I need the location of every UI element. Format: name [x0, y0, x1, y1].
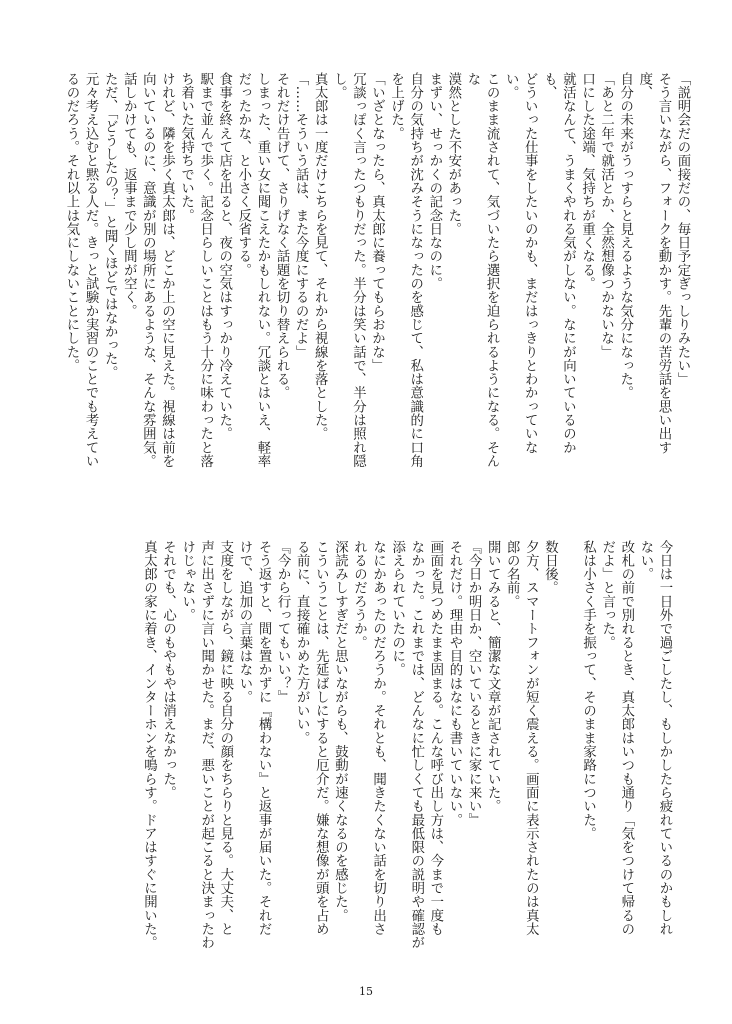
text-column: 画面を見つめたまま固まる。こんな呼び出し方は、今まで一度も	[427, 540, 443, 936]
text-column: 話しかけても、返事まで少し間が空く。	[121, 72, 137, 318]
text-column: 改札の前で別れるとき、真太郎はいつも通り「気をつけて帰るの	[618, 540, 634, 936]
text-column: 食事を終えて店を出ると、夜の空気はすっかり冷えていた。	[216, 72, 232, 441]
page-number: 15	[359, 985, 373, 998]
text-column: なにかあったのだろうか。それとも、聞きたくない話を切り出さ	[370, 540, 386, 936]
text-column: 今日は一日外で過ごしたし、もしかしたら疲れているのかもしれ	[657, 540, 672, 936]
text-column: 「説明会だの面接だの、毎日予定ぎっしりみたい」	[675, 72, 690, 386]
text-column: 就活なんて、うまくやれる気がしない。なにが向いているのかも、	[541, 72, 576, 455]
text-column: ただ、「どうしたの？」と聞くほどではなかった。	[102, 72, 118, 380]
text-column: それだけ。理由や目的はなにも書いていない。	[446, 540, 462, 827]
text-column: 「あと二年で就活とか、全然想像つかないな」	[598, 72, 614, 359]
text-column: 私は小さく手を振って、そのまま家路についた。	[580, 540, 596, 841]
text-column: ち着いた気持ちでいた。	[178, 72, 194, 223]
text-column: だよ」と言った。	[599, 540, 615, 650]
text-column: まずい、せっかくの記念日なのに。	[426, 72, 442, 291]
text-column: 郎の名前。	[504, 540, 520, 609]
text-column: しまった、重い女に聞こえたかもしれない。冗談とはいえ、軽率	[254, 72, 270, 468]
text-column: このまま流されて、気づいたら選択を迫られるようになる。そんな	[464, 72, 500, 468]
text-column: を上げた。	[388, 72, 404, 141]
text-column: 深読みしすぎだと思いながらも、鼓動が速くなるのを感じた。	[332, 540, 348, 923]
text-column: 夕方、スマートフォンが短く震える。画面に表示されたのは真太	[523, 540, 539, 936]
text-column: 真太郎の家に着き、インターホンを鳴らす。ドアはすぐに開いた。	[141, 540, 157, 950]
text-column: それでも、心のもやもやは消えなかった。	[160, 540, 176, 800]
text-column: 添えられていたのに。	[389, 540, 405, 677]
text-column	[559, 540, 578, 950]
text-column: そう言いながら、フォークを動かす。先輩の苦労話を思い出す度、	[636, 72, 671, 455]
text-column: る前に、直接確かめた方がいい。	[294, 540, 310, 745]
text-column: けで、追加の言葉はない。	[236, 540, 252, 704]
text-column: 「……そういう話は、また今度にするのだよ」	[293, 72, 309, 359]
text-column: 駅まで並んで歩く。記念日らしいことはもう十分に味わったと落	[197, 72, 213, 468]
text-column: なかった。これまでは、どんなに忙しくても最低限の説明や確認が	[408, 540, 424, 950]
text-column: 口にした途端、気持ちが重くなる。	[579, 72, 595, 291]
text-column: ない。	[637, 540, 653, 581]
text-column: そう返すと、間を置かずに『構わない』と返事が届いた。それだ	[256, 540, 272, 936]
text-column: それだけ告げて、さりげなく話題を切り替えられる。	[274, 72, 290, 400]
text-column: 支度をしながら、鏡に映る自分の顔をちらりと見る。大丈夫、と	[217, 540, 233, 936]
text-column: こういうことは、先延ばしにすると厄介だ。嫌な想像が頭を占め	[313, 540, 329, 936]
lower-text-block	[14, 540, 674, 950]
text-column: けじゃない。	[179, 540, 195, 622]
text-column: 元々考え込むと黙る人だ。きっと試験か実習のことでも考えてい	[83, 72, 99, 468]
text-column: るのだろう。それ以上は気にしないことにした。	[64, 72, 79, 373]
text-column: どういった仕事をしたいのかも、まだはっきりとわかっていない。	[503, 72, 538, 455]
text-column: 自分の気持ちが沈みそうになったのを感じて、私は意識的に口角	[407, 72, 423, 468]
text-column: 『今日か明日か、空いているときに家に来い』	[466, 540, 482, 827]
text-column: 真太郎は一度だけこちらを見て、それから視線を落とした。	[312, 72, 328, 441]
text-column: 「いざとなったら、真太郎に養ってもらおかな」	[369, 72, 385, 373]
text-column: 開いてみると、簡潔な文章が記されていた。	[485, 540, 501, 813]
text-column: けれど、隣を歩く真太郎は、どこか上の空に見えた。視線は前を	[159, 72, 175, 468]
text-column: 数日後。	[542, 540, 558, 595]
text-column: 『今から行ってもいい？』	[275, 540, 291, 704]
text-column: 漠然とした不安があった。	[445, 72, 461, 236]
text-column: だったかな、と小さく反省する。	[235, 72, 251, 277]
text-column: 冗談っぽく言ったつもりだった。半分は笑い話で、半分は照れ隠	[350, 72, 366, 468]
text-column: 向いているのに、意識が別の場所にあるような、そんな雰囲気。	[140, 72, 156, 468]
upper-text-block	[32, 72, 692, 477]
text-column: 声に出さずに言い聞かせた。まだ、悪いことが起こると決まったわ	[198, 540, 214, 950]
text-column: し。	[331, 72, 347, 100]
text-column: 自分の未来がうっすらと見えるような気分になった。	[617, 72, 633, 400]
text-column: れるのだろうか。	[351, 540, 367, 650]
